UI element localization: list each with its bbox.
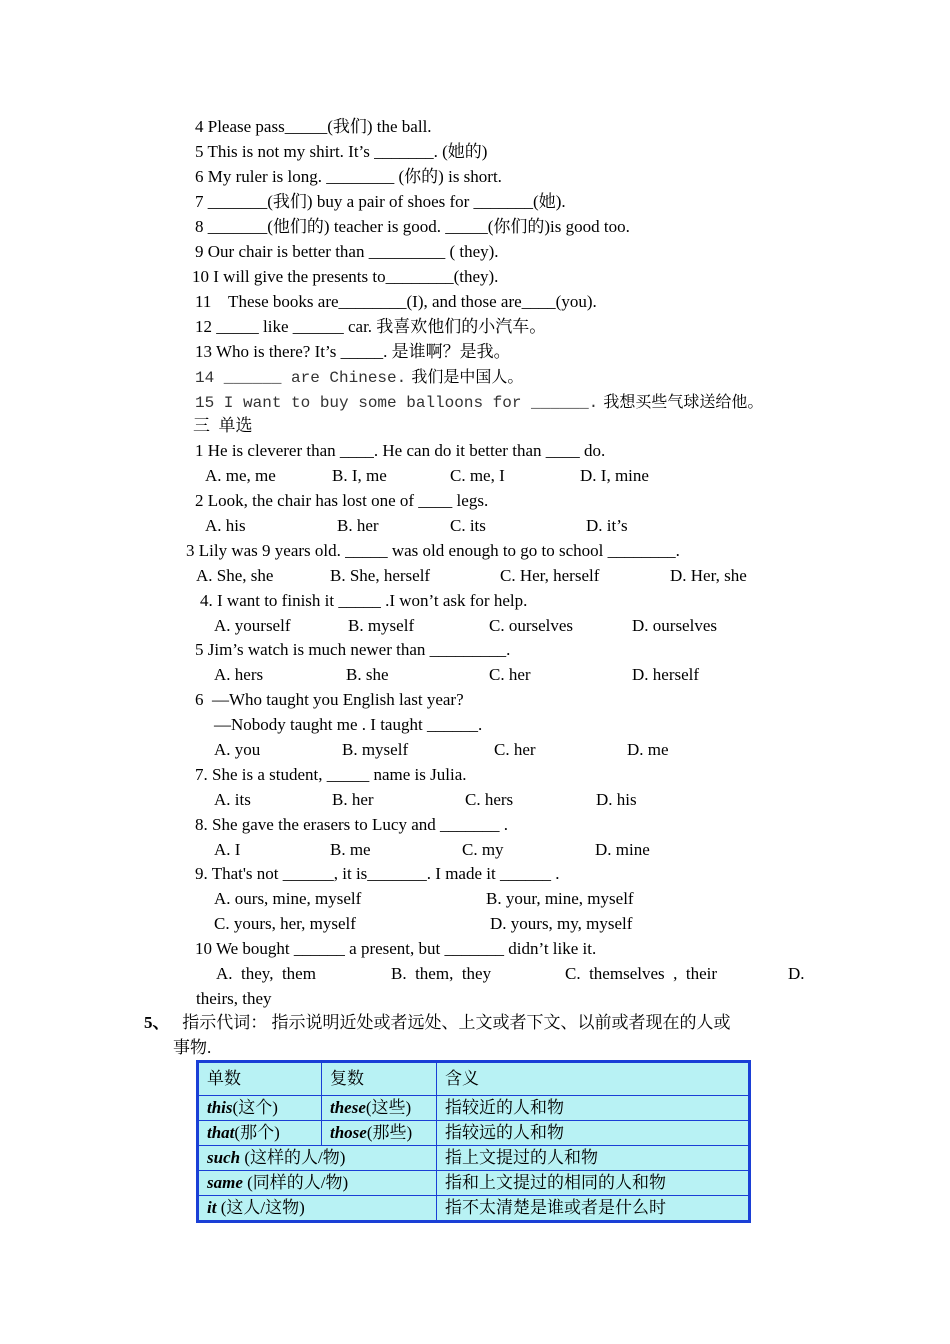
header-plural: 复数 bbox=[322, 1062, 437, 1096]
table-row bbox=[198, 1146, 750, 1171]
section-5-heading bbox=[144, 1012, 731, 1034]
pronoun-cell bbox=[198, 1196, 437, 1222]
mc-4-option-d: D. ourselves bbox=[632, 616, 717, 635]
mc-7-option-c: C. hers bbox=[465, 790, 514, 809]
mc-3-option-c: C. Her, herself bbox=[500, 566, 600, 585]
mc-1-option-b: B. I, me bbox=[332, 466, 387, 485]
mc-9-option-c: C. yours, her, myself bbox=[214, 914, 356, 933]
fill-question-15-cn: 我想买些气球送给他。 bbox=[598, 392, 764, 411]
singular-cell bbox=[198, 1121, 322, 1146]
mc-10-option-d-text: theirs, they bbox=[196, 989, 272, 1008]
mc-3-option-a: A. She, she bbox=[196, 566, 274, 585]
table-row bbox=[198, 1196, 750, 1222]
pronoun-keyword: same bbox=[207, 1173, 243, 1192]
pronoun-gloss: (这个) bbox=[232, 1098, 278, 1117]
mc-4-option-c: C. ourselves bbox=[489, 616, 574, 635]
pronoun-cell bbox=[198, 1146, 437, 1171]
meaning-cell: 指较近的人和物 bbox=[437, 1096, 750, 1121]
section-3-title: 三 单选 bbox=[193, 416, 253, 435]
mc-10-option-a: A. they, them bbox=[216, 964, 316, 983]
mc-question-1: 1 He is cleverer than ____. He can do it better than ____ do. bbox=[195, 441, 606, 460]
fill-question-5: 5 This is not my shirt. It’s _______. (她的) bbox=[195, 142, 488, 161]
mc-question-4: 4. I want to finish it _____ .I won’t ask for help. bbox=[200, 591, 528, 610]
mc-10-option-b: B. them, they bbox=[391, 964, 492, 983]
mc-1-option-c: C. me, I bbox=[450, 466, 505, 485]
fill-question-15-en: 15 I want to buy some balloons for ______. bbox=[195, 394, 599, 412]
mc-question-6: 6 —Who taught you English last year? bbox=[195, 690, 464, 709]
mc-6-option-b: B. myself bbox=[342, 740, 409, 759]
mc-5-option-b: B. she bbox=[346, 665, 389, 684]
section-5-number: 5、 bbox=[144, 1013, 170, 1032]
pronoun-keyword: it bbox=[207, 1198, 217, 1217]
pronoun-gloss: (这样的人/物) bbox=[240, 1148, 346, 1167]
header-singular: 单数 bbox=[198, 1062, 322, 1096]
mc-1-option-a: A. me, me bbox=[205, 466, 276, 485]
pronoun-gloss: (那些) bbox=[366, 1123, 413, 1142]
pronoun-gloss: (那个) bbox=[234, 1123, 280, 1142]
table-row bbox=[198, 1096, 750, 1121]
mc-question-8: 8. She gave the erasers to Lucy and _______ . bbox=[195, 815, 508, 834]
mc-3-option-b: B. She, herself bbox=[330, 566, 431, 585]
mc-2-option-a: A. his bbox=[205, 516, 246, 535]
section-5-text-continued: 事物. bbox=[173, 1038, 212, 1057]
fill-question-14-cn: 我们是中国人。 bbox=[406, 367, 524, 386]
mc-8-option-c: C. my bbox=[462, 840, 504, 859]
fill-question-7: 7 _______(我们) buy a pair of shoes for _______(她). bbox=[195, 192, 566, 211]
fill-question-14 bbox=[195, 366, 523, 389]
pronoun-gloss: (这些) bbox=[365, 1098, 412, 1117]
meaning-cell: 指较远的人和物 bbox=[437, 1121, 750, 1146]
pronoun-keyword: these bbox=[330, 1098, 366, 1117]
fill-question-12: 12 _____ like ______ car. 我喜欢他们的小汽车。 bbox=[195, 317, 547, 336]
pronoun-cell bbox=[198, 1171, 437, 1196]
table-row bbox=[198, 1171, 750, 1196]
pronoun-keyword: this bbox=[207, 1098, 233, 1117]
mc-2-option-c: C. its bbox=[450, 516, 486, 535]
mc-9-option-a: A. ours, mine, myself bbox=[214, 889, 362, 908]
pronoun-keyword: such bbox=[207, 1148, 241, 1167]
mc-question-2: 2 Look, the chair has lost one of ____ legs. bbox=[195, 491, 489, 510]
mc-4-option-b: B. myself bbox=[348, 616, 415, 635]
singular-cell bbox=[198, 1096, 322, 1121]
mc-10-option-d: D. bbox=[788, 964, 805, 983]
mc-question-7: 7. She is a student, _____ name is Julia. bbox=[195, 765, 467, 784]
fill-question-15 bbox=[195, 391, 763, 414]
table-header-row bbox=[198, 1062, 750, 1096]
header-meaning: 含义 bbox=[437, 1062, 750, 1096]
meaning-cell: 指不太清楚是谁或者是什么时 bbox=[437, 1196, 750, 1222]
mc-1-option-d: D. I, mine bbox=[580, 466, 649, 485]
mc-8-option-b: B. me bbox=[330, 840, 371, 859]
fill-question-13: 13 Who is there? It’s _____. 是谁啊？是我。 bbox=[195, 342, 511, 361]
mc-question-10: 10 We bought ______ a present, but _______ didn’t like it. bbox=[195, 939, 597, 958]
mc-2-option-d: D. it’s bbox=[586, 516, 628, 535]
mc-5-option-a: A. hers bbox=[214, 665, 264, 684]
meaning-cell: 指上文提过的人和物 bbox=[437, 1146, 750, 1171]
mc-8-option-a: A. I bbox=[214, 840, 241, 859]
mc-8-option-d: D. mine bbox=[595, 840, 650, 859]
mc-7-option-d: D. his bbox=[596, 790, 637, 809]
section-5-text: 指示代词： 指示说明近处或者远处、上文或者下文、以前或者现在的人或 bbox=[182, 1013, 731, 1032]
meaning-cell: 指和上文提过的相同的人和物 bbox=[437, 1171, 750, 1196]
pronoun-gloss: (同样的人/物) bbox=[242, 1173, 349, 1192]
mc-6-option-d: D. me bbox=[627, 740, 669, 759]
mc-question-6-reply: —Nobody taught me . I taught ______. bbox=[214, 715, 483, 734]
mc-3-option-d: D. Her, she bbox=[670, 566, 747, 585]
mc-6-option-c: C. her bbox=[494, 740, 536, 759]
mc-question-9: 9. That's not ______, it is_______. I made it ______ . bbox=[195, 864, 560, 883]
mc-9-option-d: D. yours, my, myself bbox=[490, 914, 633, 933]
mc-9-option-b: B. your, mine, myself bbox=[486, 889, 634, 908]
mc-10-option-c: C. themselves , their bbox=[565, 964, 718, 983]
mc-7-option-b: B. her bbox=[332, 790, 374, 809]
table-row bbox=[198, 1121, 750, 1146]
fill-question-11: 11 These books are________(I), and those are____(you). bbox=[195, 292, 597, 311]
mc-2-option-b: B. her bbox=[337, 516, 379, 535]
fill-question-14-en: 14 ______ are Chinese. bbox=[195, 369, 407, 387]
mc-5-option-c: C. her bbox=[489, 665, 531, 684]
pronoun-keyword: those bbox=[330, 1123, 367, 1142]
fill-question-8: 8 _______(他们的) teacher is good. _____(你们的)is good too. bbox=[195, 217, 630, 236]
fill-question-4: 4 Please pass_____(我们) the ball. bbox=[195, 117, 432, 136]
pronoun-keyword: that bbox=[207, 1123, 235, 1142]
mc-4-option-a: A. yourself bbox=[214, 616, 291, 635]
fill-question-9: 9 Our chair is better than _________ ( they). bbox=[195, 242, 499, 261]
demonstrative-pronoun-table bbox=[196, 1060, 751, 1223]
pronoun-gloss: (这人/这物) bbox=[216, 1198, 305, 1217]
plural-cell bbox=[322, 1096, 437, 1121]
mc-question-3: 3 Lily was 9 years old. _____ was old enough to go to school ________. bbox=[186, 541, 680, 560]
mc-7-option-a: A. its bbox=[214, 790, 251, 809]
mc-question-5: 5 Jim’s watch is much newer than _________. bbox=[195, 640, 511, 659]
mc-5-option-d: D. herself bbox=[632, 665, 700, 684]
fill-question-6: 6 My ruler is long. ________ (你的) is short. bbox=[195, 167, 502, 186]
mc-6-option-a: A. you bbox=[214, 740, 261, 759]
plural-cell bbox=[322, 1121, 437, 1146]
fill-question-10: 10 I will give the presents to________(they). bbox=[192, 267, 499, 286]
